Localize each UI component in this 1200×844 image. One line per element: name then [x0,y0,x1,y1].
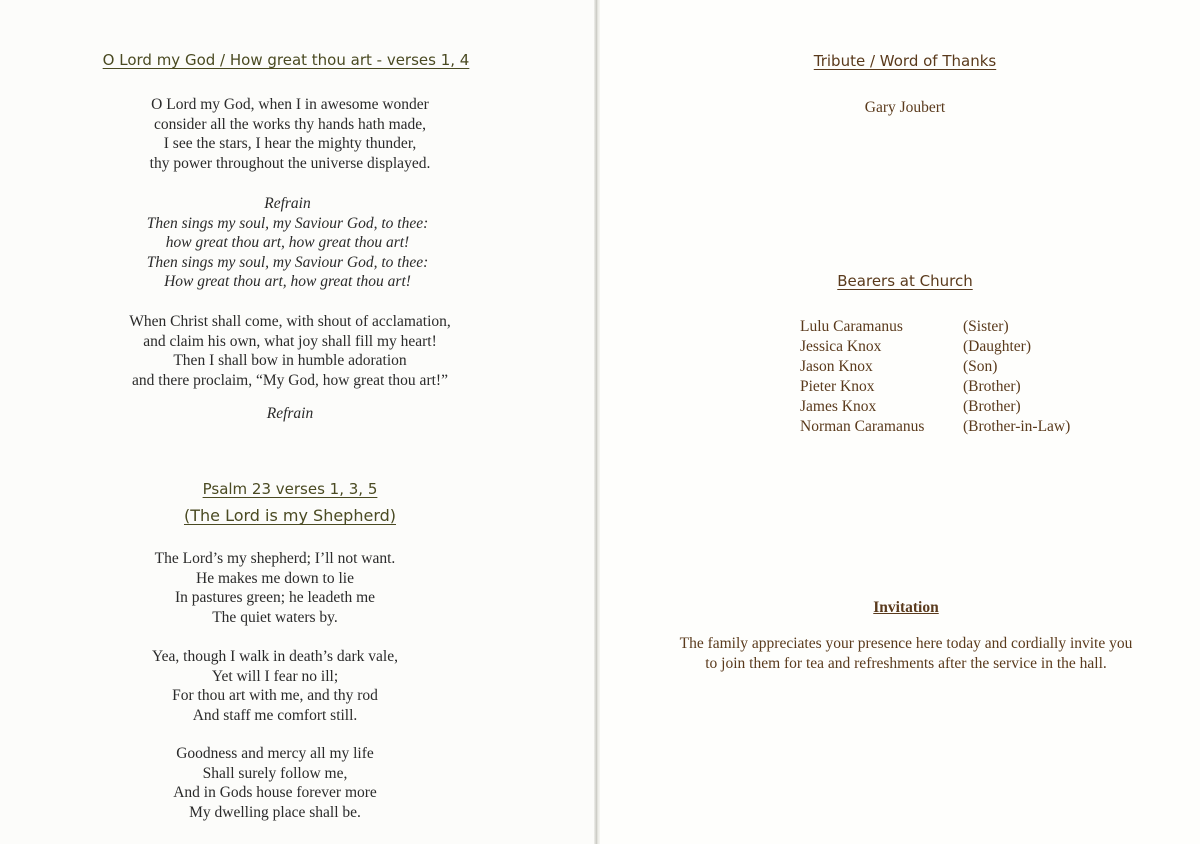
verse-line: And staff me comfort still. [192,706,358,724]
verse-line: And in Gods house forever more [173,784,377,801]
bearer-relation: (Brother) [963,378,1021,395]
invitation-line: The family appreciates your presence here today and cordially invite you [679,635,1133,652]
verse-line: For thou art with me, and thy rod [172,687,378,704]
verse-line: He makes me down to lie [196,569,354,587]
verse-line: Shall surely follow me, [202,764,348,782]
verse-line: The quiet waters by. [212,608,338,626]
bearer-name: Pieter Knox [800,378,875,395]
refrain-label-2: Refrain [266,405,314,422]
tribute-title: Tribute / Word of Thanks [813,52,997,70]
verse-line: My dwelling place shall be. [189,803,361,821]
bearer-name: Jason Knox [800,358,873,375]
refrain-label: Refrain [264,195,311,212]
psalm-subtitle: (The Lord is my Shepherd) [183,506,397,525]
verse-line: Yea, though I walk in death’s dark vale, [152,648,398,665]
bearer-relation: (Sister) [963,318,1009,335]
left-page [0,0,596,844]
hymn-verse-4 [60,312,520,390]
right-page [600,0,1200,844]
refrain-line: Then sings my soul, my Saviour God, to thee: [146,253,429,271]
verse-line: consider all the works thy hands hath made, [153,115,427,133]
refrain-line: how great thou art, how great thou art! [165,234,410,251]
verse-line: The Lord’s my shepherd; I’ll not want. [154,550,396,567]
hymn-title: O Lord my God / How great thou art - verses 1, 4 [102,51,470,69]
verse-line: and claim his own, what joy shall fill my heart! [143,332,437,350]
verse-line: Yet will I fear no ill; [211,667,339,685]
bearer-name: James Knox [800,398,877,415]
verse-line: O Lord my God, when I in awesome wonder [151,96,429,113]
invitation-text [620,634,1192,673]
psalm-verse-5 [45,744,505,822]
refrain [60,194,515,292]
bearer-name: Norman Caramanus [800,418,925,435]
bearer-name: Jessica Knox [800,338,882,355]
psalm-verse-1 [45,549,505,627]
bearer-relation: (Son) [963,358,998,375]
tribute-name: Gary Joubert [864,99,946,116]
verse-line: thy power throughout the universe displayed. [149,154,431,172]
verse-line: In pastures green; he leadeth me [174,589,376,606]
invitation-title: Invitation [873,599,939,616]
bearer-relation: (Brother) [963,398,1021,415]
bearer-name: Lulu Caramanus [800,318,903,335]
invitation-line: to join them for tea and refreshments after the service in the hall. [705,654,1107,672]
bearer-relation: (Daughter) [963,338,1031,355]
refrain-line: Then sings my soul, my Saviour God, to thee: [146,214,429,232]
bearers-title: Bearers at Church [837,272,973,290]
verse-line: I see the stars, I hear the mighty thunder, [163,135,417,152]
verse-line: When Christ shall come, with shout of acclamation, [129,313,451,330]
hymn-verse-1 [60,95,520,173]
psalm-title: Psalm 23 verses 1, 3, 5 [202,480,378,498]
psalm-verse-3 [45,647,505,725]
verse-line: Goodness and mercy all my life [176,745,374,762]
refrain-line: How great thou art, how great thou art! [164,273,411,290]
bearer-relation: (Brother-in-Law) [963,418,1071,435]
verse-line: Then I shall bow in humble adoration [173,352,407,369]
verse-line: and there proclaim, “My God, how great thou art!” [132,371,448,389]
